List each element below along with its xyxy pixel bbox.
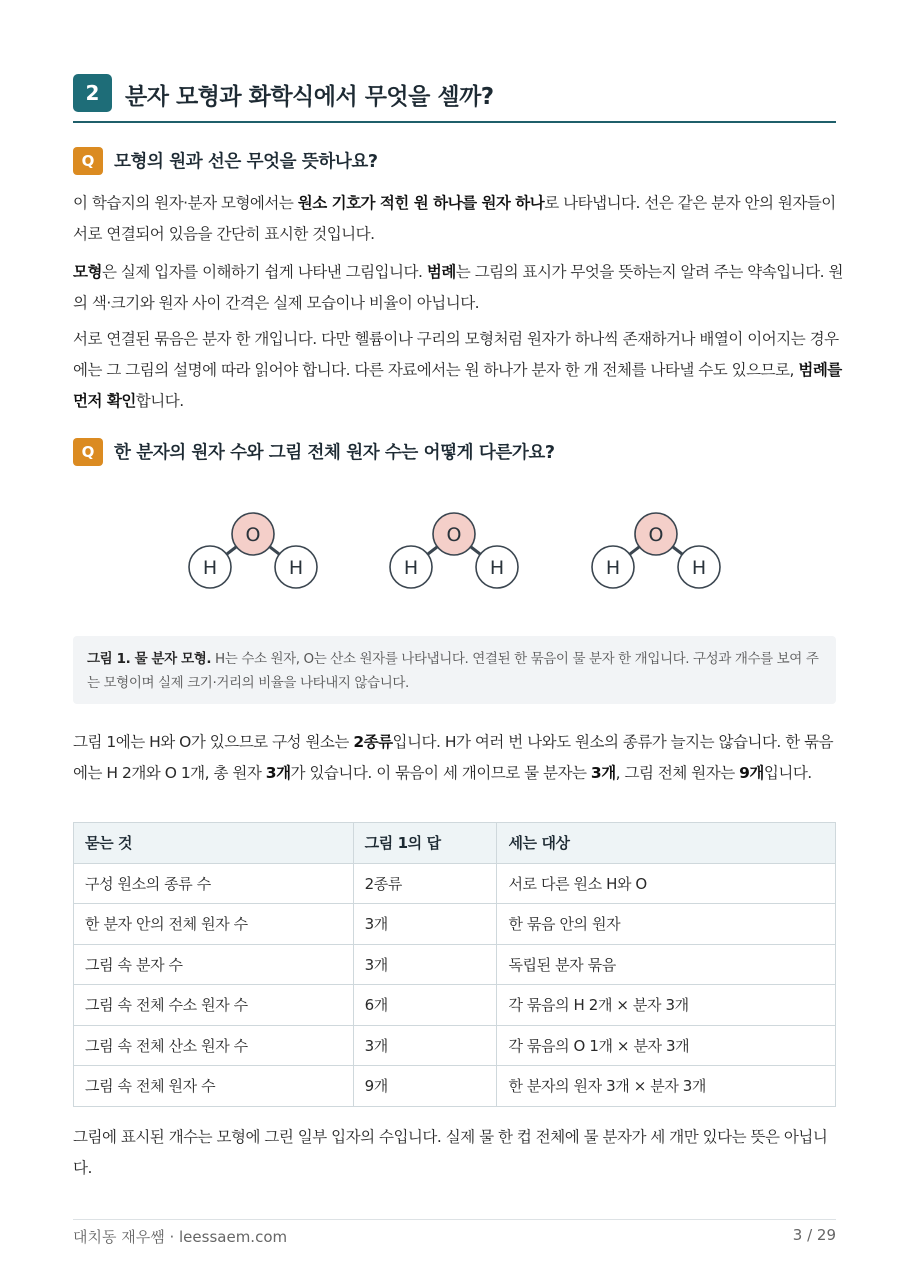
question-badge: Q — [73, 438, 103, 466]
table-cell: 6개 — [353, 985, 497, 1026]
hydrogen-atom-label: H — [403, 557, 419, 579]
table-cell: 2종류 — [353, 863, 497, 904]
table-header-row — [74, 823, 836, 864]
table-cell: 그림 속 전체 원자 수 — [74, 1066, 354, 1107]
table-cell: 각 묶음의 H 2개 × 분자 3개 — [497, 985, 836, 1026]
section-header — [73, 74, 836, 123]
figure-caption: 그림 1. 물 분자 모형. H는 수소 원자, O는 산소 원자를 나타냅니다. 연결된 한 묶음이 물 분자 한 개입니다. 구성과 개수를 보여 주는 모형이며 실제 크기·거리의 비율을 나타내지 않습니다. — [73, 636, 836, 704]
water-molecule — [592, 513, 720, 588]
table-cell: 그림 속 전체 수소 원자 수 — [74, 985, 354, 1026]
section-number-badge: 2 — [73, 74, 112, 112]
question-2-title: 한 분자의 원자 수와 그림 전체 원자 수는 어떻게 다른가요? — [114, 443, 555, 463]
table-cell: 한 분자 안의 전체 원자 수 — [74, 904, 354, 945]
hydrogen-atom-label: H — [605, 557, 621, 579]
page-number: 3 / 29 — [792, 1226, 836, 1244]
table-cell: 각 묶음의 O 1개 × 분자 3개 — [497, 1025, 836, 1066]
table-cell: 서로 다른 원소 H와 O — [497, 863, 836, 904]
table-cell: 3개 — [353, 1025, 497, 1066]
paragraph-model-meaning: 이 학습지의 원자·분자 모형에서는 원소 기호가 적힌 원 하나를 원자 하나로 나타냅니다. 선은 같은 분자 안의 원자들이 서로 연결되어 있음을 간단히 표시한 것입니다. — [73, 194, 836, 243]
table-row — [74, 904, 836, 945]
table-cell: 독립된 분자 묶음 — [497, 944, 836, 985]
water-molecule — [390, 513, 518, 588]
water-molecule-figure — [73, 500, 836, 610]
table-row — [74, 1025, 836, 1066]
table-row — [74, 863, 836, 904]
hydrogen-atom-label: H — [288, 557, 304, 579]
table-cell: 그림 속 전체 산소 원자 수 — [74, 1025, 354, 1066]
question-2-heading — [73, 437, 836, 467]
table-row — [74, 1066, 836, 1107]
table-cell: 한 분자의 원자 3개 × 분자 3개 — [497, 1066, 836, 1107]
footer-site: 대치동 재우쌤 · leessaem.com — [73, 1228, 288, 1246]
table-cell: 한 묶음 안의 원자 — [497, 904, 836, 945]
table-header-cell: 그림 1의 답 — [353, 823, 497, 864]
question-badge: Q — [73, 147, 103, 175]
water-molecule — [189, 513, 317, 588]
paragraph-model-legend: 모형은 실제 입자를 이해하기 쉽게 나타낸 그림입니다. 범례는 그림의 표시가 무엇을 뜻하는지 알려 주는 약속입니다. 원의 색·크기와 원자 사이 간격은 실제 모습이나 비율이 아닙니다. — [73, 263, 843, 312]
table-header-cell: 묻는 것 — [74, 823, 354, 864]
hydrogen-atom-label: H — [202, 557, 218, 579]
footer-divider — [73, 1219, 836, 1220]
paragraph-sample-note: 그림에 표시된 개수는 모형에 그린 일부 입자의 수입니다. 실제 물 한 컵 전체에 물 분자가 세 개만 있다는 뜻은 아닙니다. — [73, 1128, 828, 1177]
question-1-heading — [73, 146, 836, 176]
table-row — [74, 944, 836, 985]
table-cell: 3개 — [353, 944, 497, 985]
paragraph-counting-summary: 그림 1에는 H와 O가 있으므로 구성 원소는 2종류입니다. H가 여러 번 나와도 원소의 종류가 늘지는 않습니다. 한 묶음에는 H 2개와 O 1개, 총 원자 3개가 있습니다. 이 묶음이 세 개이므로 물 분자는 3개, 그림 전체 원자는 9개입니다. — [73, 733, 834, 782]
hydrogen-atom-label: H — [489, 557, 505, 579]
oxygen-atom-label: O — [245, 524, 261, 546]
question-1-title: 모형의 원과 선은 무엇을 뜻하나요? — [114, 152, 378, 172]
table-cell: 9개 — [353, 1066, 497, 1107]
table-header-cell: 세는 대상 — [497, 823, 836, 864]
table-row — [74, 985, 836, 1026]
paragraph-check-legend: 서로 연결된 묶음은 분자 한 개입니다. 다만 헬륨이나 구리의 모형처럼 원자가 하나씩 존재하거나 배열이 이어지는 경우에는 그 그림의 설명에 따라 읽어야 합니다. 다른 자료에서는 원 하나가 분자 한 개 전체를 나타낼 수도 있으므로, 범례를 먼저 확인합니다. — [73, 330, 842, 410]
oxygen-atom-label: O — [648, 524, 664, 546]
table-cell: 3개 — [353, 904, 497, 945]
section-title: 분자 모형과 화학식에서 무엇을 셀까? — [125, 84, 494, 110]
hydrogen-atom-label: H — [691, 557, 707, 579]
table-cell: 그림 속 분자 수 — [74, 944, 354, 985]
oxygen-atom-label: O — [446, 524, 462, 546]
table-cell: 구성 원소의 종류 수 — [74, 863, 354, 904]
counting-table — [73, 822, 836, 1107]
